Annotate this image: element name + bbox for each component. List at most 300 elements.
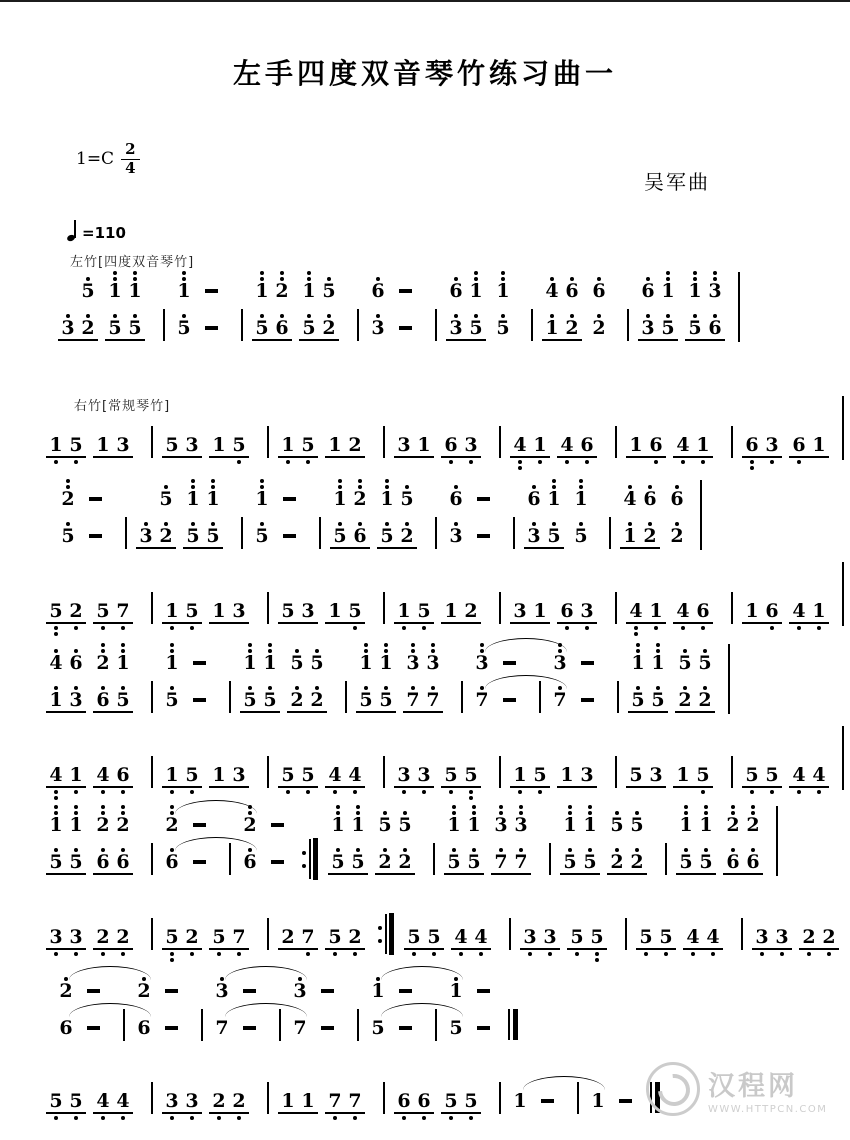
duration-dash: [85, 478, 105, 515]
note-column: [562, 270, 582, 352]
note: 2: [562, 307, 582, 354]
note: 2: [287, 679, 307, 726]
spacer: [612, 642, 622, 679]
note-column: [134, 970, 154, 1052]
note-column: [394, 424, 414, 469]
octave-dot: [750, 466, 754, 470]
note-column: [236, 270, 246, 352]
note-column: [299, 270, 319, 352]
note-column: [352, 270, 362, 352]
octave-dot: [353, 952, 357, 956]
octave-dot: [101, 643, 105, 647]
note: 2: [307, 679, 327, 726]
spacer: [352, 970, 362, 1007]
tempo-marking: [66, 220, 126, 242]
note-column: [510, 590, 530, 635]
note: 1: [46, 804, 66, 841]
octave-dot: [422, 1116, 426, 1120]
note-column: [530, 590, 550, 635]
note-column: [368, 270, 388, 352]
note-column: [620, 478, 640, 560]
note-column: [646, 590, 666, 635]
octave-dot: [54, 805, 58, 809]
note: 5: [299, 307, 319, 354]
note: 6: [414, 1080, 434, 1127]
music-system-s10: [46, 1080, 668, 1125]
note-column: [540, 916, 560, 961]
note: 5: [444, 841, 464, 888]
note: 2: [723, 804, 743, 841]
note-column: [473, 478, 493, 560]
note-column: [799, 916, 819, 961]
barline: [378, 424, 388, 471]
note: 1: [93, 424, 113, 471]
note: 7: [423, 679, 443, 726]
note-column: [627, 804, 647, 886]
music-system-s4: [46, 590, 848, 635]
note: 5: [493, 307, 513, 354]
note: 1: [628, 642, 648, 679]
note: 3: [229, 754, 249, 801]
note: 1: [560, 804, 580, 841]
note-column: [162, 424, 182, 469]
barline: [120, 515, 130, 562]
music-system-s2: [46, 424, 848, 469]
note-column: [136, 478, 156, 560]
duration-dash: [317, 1007, 337, 1054]
note: 5: [376, 679, 396, 726]
note-column: [441, 424, 461, 469]
barline: [352, 307, 362, 354]
octave-dot: [306, 790, 310, 794]
note: 1: [330, 478, 350, 515]
octave-dot: [411, 643, 415, 647]
note: 2: [134, 970, 154, 1007]
octave-dot: [750, 460, 754, 464]
note: 4: [451, 916, 471, 963]
octave-dot: [353, 626, 357, 630]
duration-dash: [201, 270, 221, 307]
octave-dot: [54, 460, 58, 464]
note: 2: [240, 804, 260, 841]
note: 2: [278, 916, 298, 963]
note-column: [705, 270, 725, 352]
note: 1: [328, 804, 348, 841]
note-column: [395, 804, 415, 886]
note: 1: [368, 970, 388, 1007]
note-column: [610, 590, 620, 635]
note: 6: [446, 478, 466, 515]
note-column: [146, 1080, 156, 1125]
octave-dot: [358, 479, 362, 483]
note: 7: [345, 1080, 365, 1127]
octave-dot: [575, 952, 579, 956]
barline: [726, 590, 736, 637]
note: 7: [511, 841, 531, 888]
note-column: [403, 642, 423, 724]
note-column: [461, 754, 481, 799]
barline: [534, 679, 544, 726]
note: 4: [789, 590, 809, 637]
note: 3: [577, 754, 597, 801]
note-column: [66, 1080, 86, 1125]
note: 4: [620, 478, 640, 515]
note-column: [693, 424, 713, 469]
note-column: [414, 590, 434, 635]
octave-dot: [378, 939, 382, 943]
note: 3: [491, 804, 511, 841]
note: 4: [703, 916, 723, 963]
note: 4: [46, 754, 66, 801]
octave-dot: [248, 805, 252, 809]
barline: [274, 1007, 284, 1054]
barline: [146, 916, 156, 963]
octave-dot: [333, 790, 337, 794]
note-column: [511, 804, 531, 886]
note: 1: [325, 590, 345, 637]
note-column: [471, 916, 491, 961]
octave-dot: [538, 460, 542, 464]
note: 4: [113, 1080, 133, 1127]
note: 6: [137, 1017, 151, 1039]
octave-dot: [565, 626, 569, 630]
note-column: [723, 804, 743, 886]
barline: [262, 424, 272, 471]
note-column: [307, 642, 327, 724]
note: 1: [685, 270, 705, 307]
note-column: [229, 754, 249, 799]
note-column: [736, 916, 746, 961]
octave-dot: [268, 643, 272, 647]
barline: [236, 307, 246, 354]
note-column: [93, 1080, 113, 1125]
spacer: [146, 804, 156, 841]
note-column: [506, 970, 522, 1052]
time-signature-denominator: 4: [125, 158, 136, 177]
note-column: [840, 424, 844, 469]
note: 6: [113, 754, 133, 801]
spacer: [136, 478, 156, 515]
note: 2: [395, 841, 415, 888]
barline: [736, 916, 746, 963]
note: 2: [743, 804, 763, 841]
note: 1: [530, 424, 550, 471]
note-column: [189, 804, 209, 886]
music-system-s5: [46, 642, 734, 724]
note: 5: [693, 754, 713, 801]
octave-dot: [751, 805, 755, 809]
note-column: [325, 916, 345, 961]
note: 1: [466, 270, 486, 307]
note-column: [544, 804, 554, 886]
duration-dash: [395, 307, 415, 354]
note: 3: [403, 642, 423, 679]
note: 5: [66, 424, 86, 471]
note-column: [356, 642, 376, 724]
note-column: [588, 1080, 608, 1125]
repeat-sign: [302, 841, 322, 888]
duration-dash: [537, 1080, 557, 1127]
note: 5: [330, 515, 350, 562]
octave-dot: [731, 805, 735, 809]
note: 5: [348, 841, 368, 888]
spacer: [660, 804, 670, 841]
note: 1: [240, 642, 260, 679]
octave-dot: [338, 479, 342, 483]
note-column: [376, 642, 396, 724]
note: 3: [446, 307, 466, 354]
note: 5: [567, 916, 587, 963]
note-column: [610, 754, 620, 799]
note: 5: [530, 754, 550, 801]
note-column: [279, 478, 299, 560]
note: 6: [705, 307, 725, 354]
note-column: [472, 642, 492, 724]
note: 5: [395, 804, 415, 841]
note-column: [493, 270, 513, 352]
note-column: [162, 590, 182, 635]
note-column: [156, 478, 176, 560]
octave-dot: [170, 643, 174, 647]
note-column: [229, 424, 249, 469]
note: 6: [667, 478, 687, 515]
octave-dot: [170, 958, 174, 962]
note: 2: [675, 679, 695, 726]
barline: [340, 679, 350, 726]
duration-dash: [473, 515, 493, 562]
octave-dot: [684, 805, 688, 809]
octave-dot: [770, 460, 774, 464]
note-column: [510, 1080, 530, 1125]
note: 6: [742, 424, 762, 471]
octave-dot: [190, 952, 194, 956]
note: 5: [696, 841, 716, 888]
note: 5: [461, 754, 481, 801]
octave-dot: [469, 796, 473, 800]
watermark-logo-icon: [646, 1062, 700, 1116]
note: 3: [472, 642, 492, 679]
note: 1: [46, 424, 66, 471]
note-column: [636, 916, 656, 961]
note: 5: [278, 590, 298, 637]
note-column: [557, 754, 577, 799]
note-column: [46, 754, 66, 799]
duration-dash: [239, 970, 259, 1007]
note: 4: [345, 754, 365, 801]
note-column: [113, 916, 133, 961]
note-column: [572, 1080, 582, 1125]
note: 1: [278, 1080, 298, 1127]
note: 1: [742, 590, 762, 637]
note: 1: [298, 1080, 318, 1127]
octave-dot: [54, 790, 58, 794]
note-column: [56, 970, 76, 1052]
octave-dot: [432, 952, 436, 956]
note: 5: [368, 1007, 388, 1054]
note: 2: [799, 916, 819, 963]
note-column: [604, 478, 614, 560]
note: 6: [368, 270, 388, 307]
note-column: [158, 270, 168, 352]
spacer: [604, 478, 614, 515]
octave-dot: [518, 466, 522, 470]
note-column: [726, 642, 730, 724]
note-column: [298, 424, 318, 469]
note: 5: [209, 916, 229, 963]
system-end-barline: [728, 644, 730, 714]
note-column: [378, 754, 388, 799]
note-column: [510, 754, 530, 799]
note: 2: [667, 515, 687, 562]
note-column: [161, 970, 181, 1052]
barline: [726, 424, 736, 471]
note: 1: [105, 270, 125, 307]
note: 7: [113, 590, 133, 637]
octave-dot: [121, 643, 125, 647]
music-system-s1: [58, 270, 744, 352]
note-column: [236, 478, 246, 560]
note: 6: [693, 590, 713, 637]
note-column: [58, 270, 78, 352]
note: 5: [356, 679, 376, 726]
note-column: [209, 424, 229, 469]
note-column: [278, 590, 298, 635]
note-column: [464, 804, 484, 886]
note: 5: [66, 1080, 86, 1127]
octave-dot: [101, 805, 105, 809]
octave-dot: [431, 643, 435, 647]
music-system-s3: [58, 478, 706, 560]
barline: [494, 590, 504, 637]
note: 7: [403, 679, 423, 726]
note-column: [673, 424, 693, 469]
note: 4: [93, 1080, 113, 1127]
note-column: [78, 270, 98, 352]
note-column: [203, 478, 223, 560]
note: 4: [683, 916, 703, 963]
note-column: [350, 478, 370, 560]
note: 1: [183, 478, 203, 515]
note-column: [414, 754, 434, 799]
note: 5: [183, 515, 203, 562]
music-system-s8: [46, 916, 850, 961]
barline: [494, 1080, 504, 1127]
note: 1: [252, 478, 272, 515]
note: 1: [348, 804, 368, 841]
note: 3: [58, 307, 78, 354]
note-column: [726, 590, 736, 635]
note: 5: [675, 642, 695, 679]
note: 6: [640, 478, 660, 515]
note-column: [530, 754, 550, 799]
barline: [428, 841, 438, 888]
note-column: [66, 642, 86, 724]
barline: [262, 916, 272, 963]
note-column: [840, 754, 844, 799]
octave-dot: [170, 790, 174, 794]
note-column: [93, 916, 113, 961]
note: 3: [414, 754, 434, 801]
note: 5: [441, 1080, 461, 1127]
note: 5: [464, 841, 484, 888]
octave-dot: [469, 790, 473, 794]
note: 6: [56, 1007, 76, 1054]
note: 5: [66, 841, 86, 888]
note-column: [394, 754, 414, 799]
note-column: [752, 916, 772, 961]
note-column: [325, 424, 345, 469]
octave-dot: [469, 460, 473, 464]
note-column: [113, 804, 133, 886]
note-column: [626, 590, 646, 635]
note: 7: [212, 1007, 232, 1054]
barline: [378, 590, 388, 637]
note: 5: [252, 515, 272, 562]
octave-dot: [681, 626, 685, 630]
note-column: [789, 424, 809, 469]
note-column: [345, 754, 365, 799]
note-column: [262, 916, 272, 961]
note-column: [742, 590, 762, 635]
note: 5: [449, 1017, 463, 1039]
barline: [572, 1080, 582, 1127]
octave-dot: [780, 952, 784, 956]
note: 4: [626, 590, 646, 637]
note: 3: [638, 307, 658, 354]
octave-dot: [693, 271, 697, 275]
note: 1: [174, 270, 194, 307]
note: 5: [325, 916, 345, 963]
note: 5: [397, 478, 417, 515]
note: 2: [113, 804, 133, 841]
note: 3: [646, 754, 666, 801]
note-column: [66, 424, 86, 469]
octave-dot: [113, 271, 117, 275]
note-column: [491, 804, 511, 886]
spacer: [236, 478, 246, 515]
note: 1: [376, 642, 396, 679]
note-column: [201, 270, 221, 352]
note: 2: [375, 841, 395, 888]
note-column: [693, 590, 713, 635]
barline: [224, 841, 234, 888]
note-column: [494, 424, 504, 469]
note: 3: [550, 642, 570, 679]
note: 2: [589, 307, 609, 354]
octave-dot: [472, 805, 476, 809]
tempo-value: =110: [82, 224, 126, 242]
note: 3: [394, 754, 414, 801]
note: 3: [772, 916, 792, 963]
duration-dash: [85, 515, 105, 562]
note-column: [819, 916, 839, 961]
octave-dot: [121, 626, 125, 630]
octave-dot: [402, 790, 406, 794]
note-column: [394, 1080, 414, 1125]
note: 5: [345, 590, 365, 637]
note-column: [683, 916, 703, 961]
final-barline: [506, 1007, 522, 1054]
note: 4: [471, 916, 491, 963]
octave-dot: [353, 1116, 357, 1120]
barline: [314, 515, 324, 562]
note: 5: [544, 515, 564, 562]
note-column: [182, 1080, 202, 1125]
duration-dash: [473, 478, 493, 515]
barline: [726, 754, 736, 801]
note-column: [394, 590, 414, 635]
duration-dash: [615, 1080, 635, 1127]
